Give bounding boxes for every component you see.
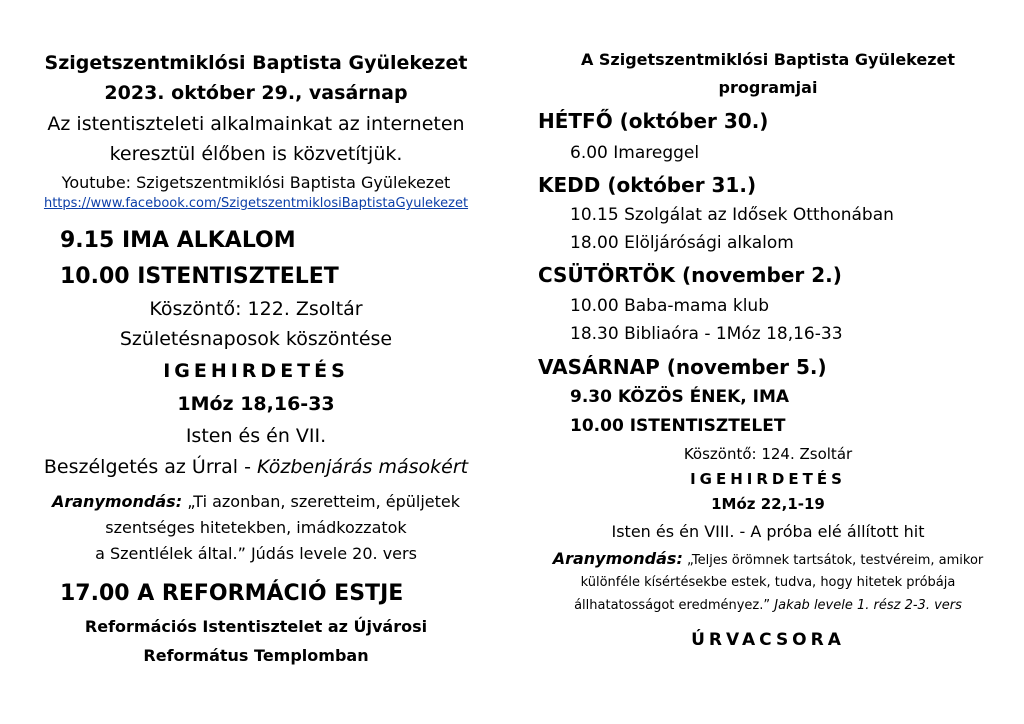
communion-heading: ÚRVACSORA xyxy=(691,630,845,650)
conversation-line xyxy=(0,458,512,477)
sunday-scripture-reference: 1Móz 22,1-19 xyxy=(711,495,825,513)
thursday-item-2: 18.30 Bibliaóra - 1Móz 18,16-33 xyxy=(570,324,843,344)
broadcast-line-2: keresztül élőben is közvetítjük. xyxy=(109,143,403,165)
programs-title-line-1: A Szigetszentmiklósi Baptista Gyülekezet xyxy=(580,50,956,69)
service-date: 2023. október 29., vasárnap xyxy=(104,82,408,104)
sunday-item-2: 10.00 ISTENTISZTELET xyxy=(570,416,786,436)
tuesday-heading: KEDD (október 31.) xyxy=(538,173,757,197)
golden-verse-label: Aranymondás: xyxy=(51,492,183,511)
sunday-verse-line-3: állhatatosságot eredményez.” Jakab levele 1. rész 2-3. vers xyxy=(574,598,962,613)
thursday-heading: CSÜTÖRTÖK (november 2.) xyxy=(538,263,842,287)
facebook-link[interactable]: https://www.facebook.com/SzigetszentmiklosiBaptistaGyulekezet xyxy=(43,196,469,211)
sunday-greeting-psalm: Köszöntő: 124. Zsoltár xyxy=(683,445,853,463)
golden-verse-line-3: a Szentlélek által.” Júdás levele 20. vers xyxy=(95,544,417,563)
sunday-verse-line-2: különféle kísértésekbe estek, tudva, hogy hitetek próbája xyxy=(580,575,956,590)
scripture-reference: 1Móz 18,16-33 xyxy=(177,393,335,415)
broadcast-line-1: Az istentiszteleti alkalmainkat az interneten xyxy=(47,113,465,135)
tuesday-item-2: 18.00 Elöljárósági alkalom xyxy=(570,233,794,253)
birthday-greetings: Születésnaposok köszöntése xyxy=(119,328,393,350)
reformation-line-1: Reformációs Istentisztelet az Újvárosi xyxy=(84,617,428,636)
conversation-topic: Közbenjárás másokért xyxy=(256,456,469,478)
reformation-evening: 17.00 A REFORMÁCIÓ ESTJE xyxy=(60,581,404,606)
sunday-heading: VASÁRNAP (november 5.) xyxy=(538,355,827,379)
prayer-time: 9.15 IMA ALKALOM xyxy=(60,228,296,253)
sunday-verse-line-1: Aranymondás: „Teljes örömnek tartsátok, testvéreim, amikor xyxy=(552,549,984,568)
monday-item-1: 6.00 Imareggel xyxy=(570,143,700,163)
sunday-sermon-title: Isten és én VIII. - A próba elé állított hit xyxy=(611,522,925,541)
conversation-prefix: Beszélgetés az Úrral - xyxy=(43,456,257,478)
sunday-item-1: 9.30 KÖZÖS ÉNEK, IMA xyxy=(570,387,790,407)
sunday-verse-label: Aranymondás: xyxy=(552,549,683,568)
sunday-sermon-heading: IGEHIRDETÉS xyxy=(690,470,846,488)
sermon-title: Isten és én VII. xyxy=(185,425,327,447)
thursday-item-1: 10.00 Baba-mama klub xyxy=(570,296,769,316)
programs-title-line-2: programjai xyxy=(718,78,818,97)
youtube-info: Youtube: Szigetszentmiklósi Baptista Gyülekezet xyxy=(61,173,451,192)
golden-verse-line-1: Aranymondás: „Ti azonban, szeretteim, épüljetek xyxy=(51,492,460,511)
sunday-verse-reference: Jakab levele 1. rész 2-3. vers xyxy=(774,598,962,613)
tuesday-item-1: 10.15 Szolgálat az Idősek Otthonában xyxy=(570,205,894,225)
service-time: 10.00 ISTENTISZTELET xyxy=(60,264,339,289)
golden-verse-line-2: szentséges hitetekben, imádkozzatok xyxy=(105,518,407,537)
greeting-psalm: Köszöntő: 122. Zsoltár xyxy=(149,298,363,320)
reformation-line-2: Református Templomban xyxy=(143,646,369,665)
monday-heading: HÉTFŐ (október 30.) xyxy=(538,109,769,133)
church-name: Szigetszentmiklósi Baptista Gyülekezet xyxy=(44,52,468,74)
sermon-heading: IGEHIRDETÉS xyxy=(163,360,349,382)
